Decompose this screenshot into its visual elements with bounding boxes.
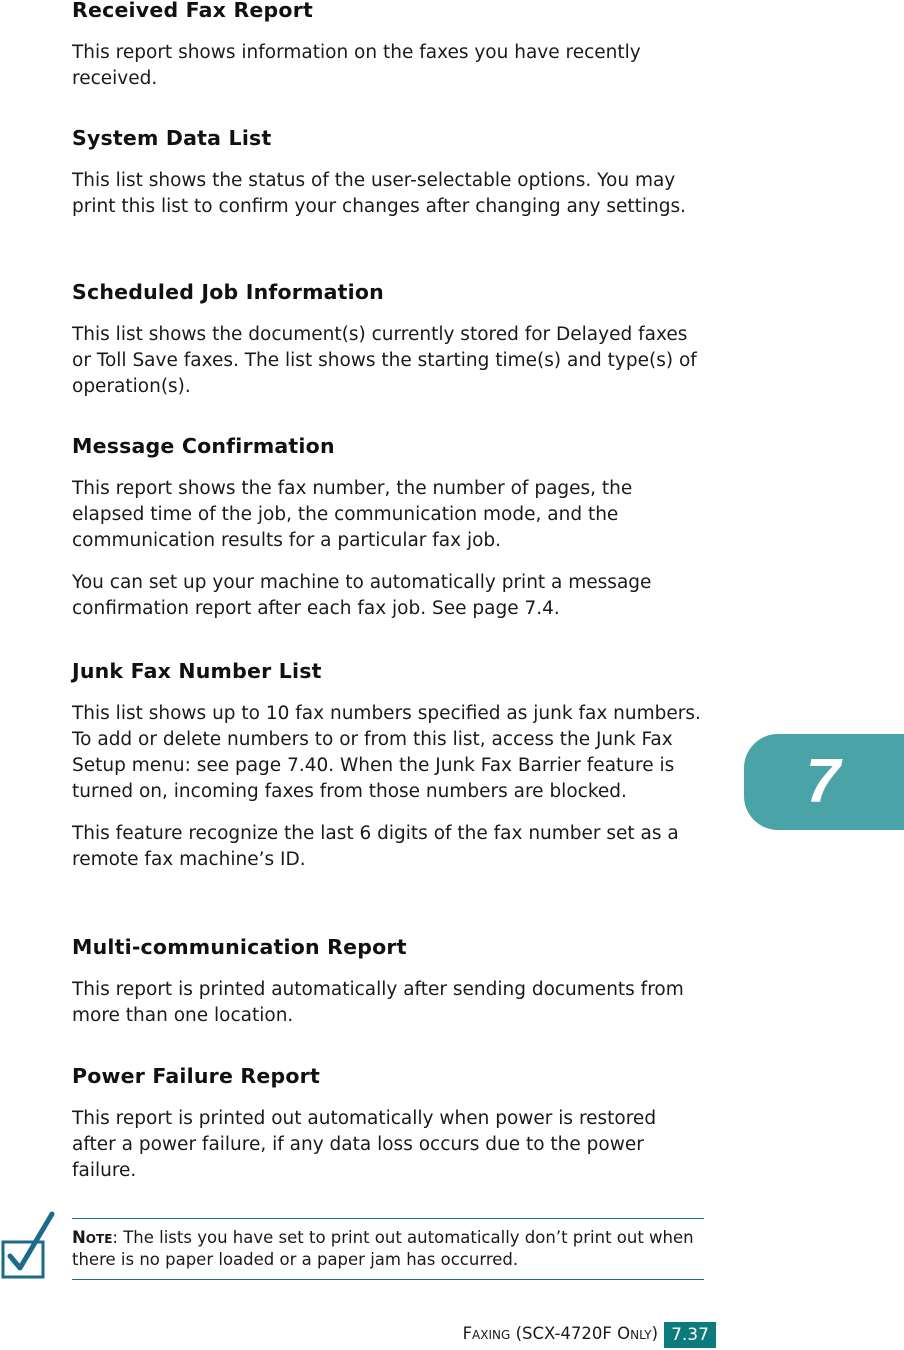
section-paragraph: This report is printed automatically after sending documents from more than one location. [72, 979, 684, 1026]
section-paragraph: This report shows the fax number, the number of pages, the elapsed time of the job, the communication mode, and the communication results for a particular fax job. [72, 478, 633, 551]
note-label: Note [72, 1228, 113, 1247]
section-paragraph: You can set up your machine to automatically print a message confirmation report after each fax job. See page 7.4. [72, 572, 652, 619]
note-body: : The lists you have set to print out automatically don’t print out when there is no paper loaded or a paper jam has occurred. [72, 1228, 694, 1269]
section-paragraph: This report is printed out automatically when power is restored after a power failure, if any data loss occurs due to the power failure. [72, 1108, 657, 1181]
section-paragraph: This list shows up to 10 fax numbers specified as junk fax numbers. To add or delete numbers to or from this list, access the Junk Fax Setup menu: see page 7.40. When the Junk Fax Barrier feature is turned on, incoming faxes from those numbers are blocked. [72, 703, 701, 802]
footer-close: ) [651, 1324, 658, 1343]
section-system-data-list [72, 124, 704, 220]
section-title: Power Failure Report [72, 1064, 320, 1088]
chapter-number: 7 [805, 747, 841, 816]
footer-only: Only [617, 1324, 652, 1343]
footer-section: Faxing [462, 1324, 511, 1343]
section-title: Scheduled Job Information [72, 280, 384, 304]
section-title: Multi-communication Report [72, 935, 407, 959]
section-power-failure-report [72, 1062, 704, 1184]
section-scheduled-job-information [72, 278, 704, 400]
section-title: Received Fax Report [72, 0, 314, 22]
note-text [72, 1227, 704, 1271]
section-paragraph: This report shows information on the faxes you have recently received. [72, 42, 641, 89]
section-multi-communication-report [72, 933, 704, 1029]
footer-model: (SCX-4720F [515, 1324, 612, 1343]
section-title: Message Confirmation [72, 434, 335, 458]
page-number-badge: 7.37 [664, 1322, 716, 1348]
section-received-fax-report [72, 0, 704, 92]
section-paragraph: This list shows the status of the user-selectable options. You may print this list to confirm your changes after changing any settings. [72, 170, 687, 217]
footer-section-label [440, 1322, 658, 1346]
checkmark-note-icon [0, 1210, 56, 1280]
section-paragraph: This list shows the document(s) currently stored for Delayed faxes or Toll Save faxes. The list shows the starting time(s) and type(s) of operation(s). [72, 324, 697, 397]
section-message-confirmation [72, 432, 704, 622]
section-junk-fax-number-list [72, 657, 704, 873]
section-title: Junk Fax Number List [72, 659, 322, 683]
section-paragraph: This feature recognize the last 6 digits of the fax number set as a remote fax machine’s ID. [72, 823, 679, 870]
note-box [72, 1218, 704, 1280]
section-title: System Data List [72, 126, 272, 150]
